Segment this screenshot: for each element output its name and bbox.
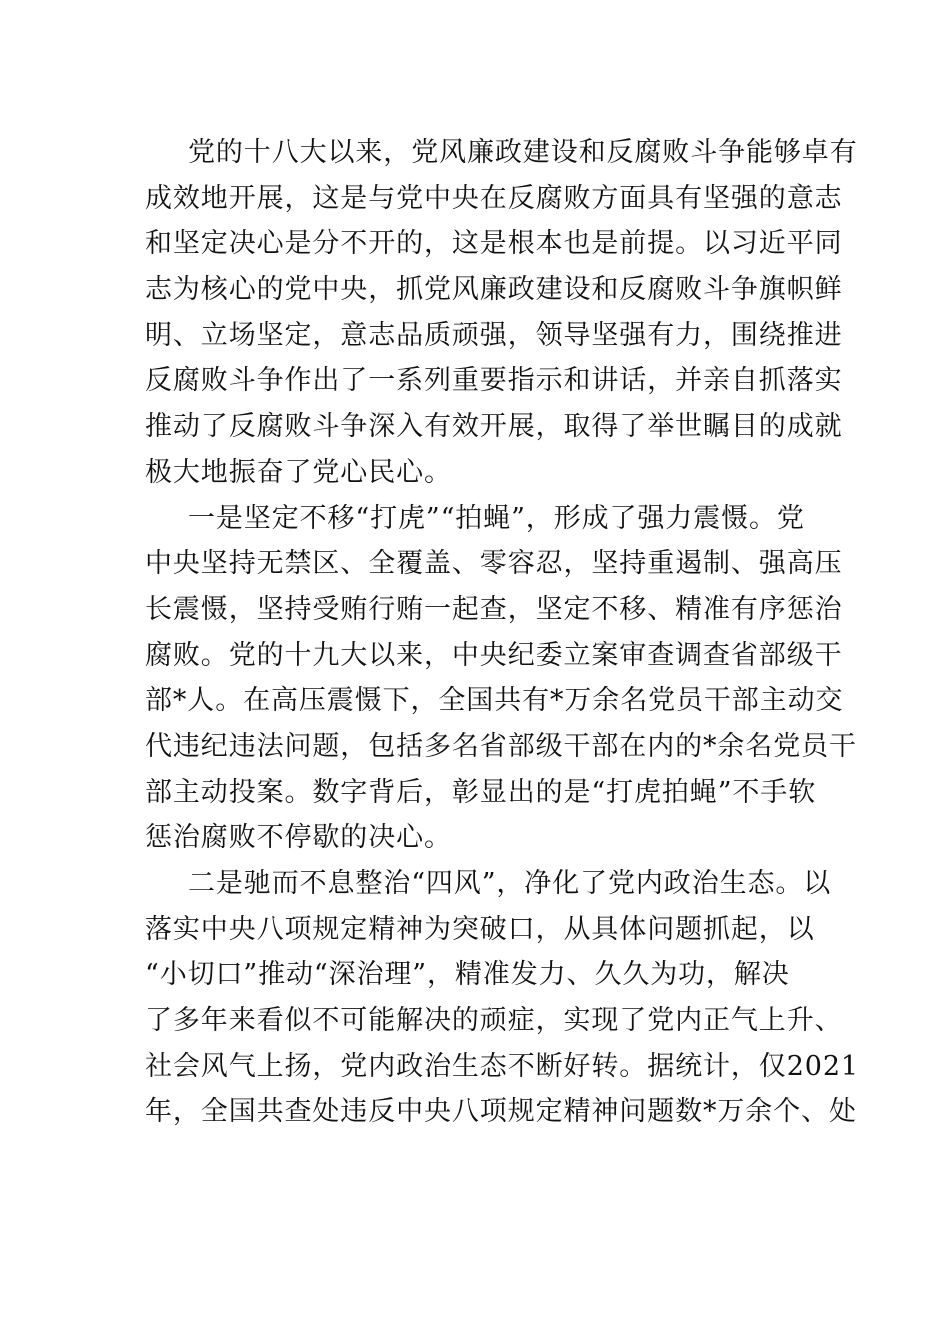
paragraph-1-line: 反腐败斗争作出了一系列重要指示和讲话，并亲自抓落实 bbox=[145, 365, 843, 397]
paragraph-1-line: 明、立场坚定，意志品质顽强，领导坚强有力，围绕推进 bbox=[145, 319, 843, 351]
paragraph-1-line: 推动了反腐败斗争深入有效开展，取得了举世瞩目的成就 bbox=[145, 411, 843, 443]
paragraph-3-line: “小切口”推动“深治理”，精准发力、久久为功，解决 bbox=[145, 959, 790, 991]
paragraph-1-line: 成效地开展，这是与党中央在反腐败方面具有坚强的意志 bbox=[145, 182, 843, 214]
paragraph-2-line: 部*人。在高压震慑下，全国共有*万余名党员干部主动交 bbox=[145, 685, 844, 717]
paragraph-3-line: 年，全国共查处违反中央八项规定精神问题数*万余个、处 bbox=[145, 1096, 857, 1128]
paragraph-3-line: 社会风气上扬，党内政治生态不断好转。据统计，仅2021 bbox=[145, 1050, 860, 1082]
paragraph-2-line: 中央坚持无禁区、全覆盖、零容忍，坚持重遏制、强高压 bbox=[145, 548, 843, 580]
document-body bbox=[145, 130, 860, 1135]
paragraph-2-line: 腐败。党的十九大以来，中央纪委立案审查调查省部级干 bbox=[145, 639, 843, 671]
paragraph-3-line: 了多年来看似不可能解决的顽症，实现了党内正气上升、 bbox=[145, 1005, 843, 1037]
paragraph-3-line: 二是驰而不息整治“四风”，净化了党内政治生态。以 bbox=[188, 868, 832, 899]
paragraph-2-line: 部主动投案。数字背后，彰显出的是“打虎拍蝇”不手软 bbox=[145, 776, 817, 808]
paragraph-2-line: 惩治腐败不停歇的决心。 bbox=[145, 822, 452, 854]
paragraph-1-line: 党的十八大以来，党风廉政建设和反腐败斗争能够卓有 bbox=[188, 137, 858, 168]
paragraph-1-line: 极大地振奋了党心民心。 bbox=[145, 456, 452, 488]
paragraph-1-line: 和坚定决心是分不开的，这是根本也是前提。以习近平同 bbox=[145, 228, 843, 260]
paragraph-1-line: 志为核心的党中央，抓党风廉政建设和反腐败斗争旗帜鲜 bbox=[145, 274, 843, 306]
paragraph-2-line: 长震慑，坚持受贿行贿一起查，坚定不移、精准有序惩治 bbox=[145, 593, 843, 625]
paragraph-3-line: 落实中央八项规定精神为突破口，从具体问题抓起，以 bbox=[145, 913, 815, 945]
paragraph-2-line: 一是坚定不移“打虎”“拍蝇”，形成了强力震慑。党 bbox=[188, 502, 805, 534]
paragraph-2-line: 代违纪违法问题，包括多名省部级干部在内的*余名党员干 bbox=[145, 730, 857, 762]
